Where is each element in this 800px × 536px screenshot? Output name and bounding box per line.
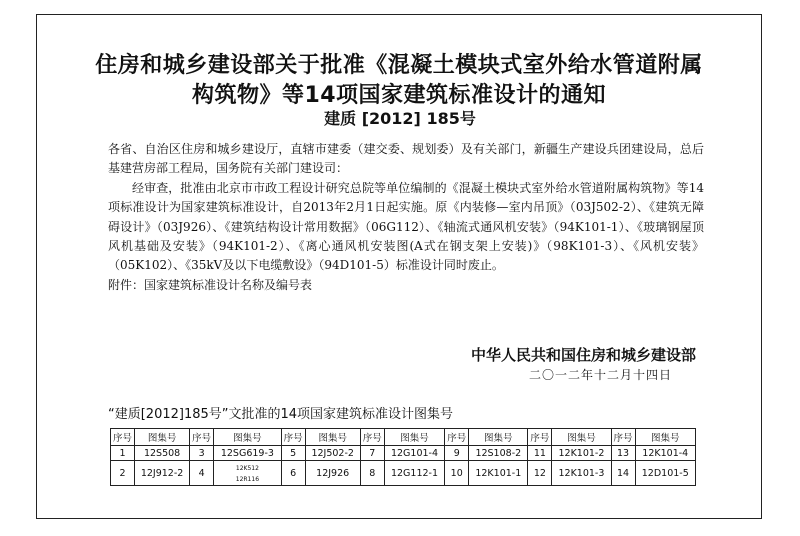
stacked-code-top: 12K512 bbox=[235, 465, 259, 472]
table-cell: 13 bbox=[611, 446, 635, 461]
table-cell: 12K101-4 bbox=[635, 446, 695, 461]
catalog-table-title: “建质[2012]185号”文批准的14项国家建筑标准设计图集号 bbox=[108, 407, 454, 422]
table-cell: 12S508 bbox=[135, 446, 190, 461]
table-cell: 12K101-1 bbox=[469, 461, 528, 486]
notice-title-line-1: 住房和城乡建设部关于批准《混凝土模块式室外给水管道附属 bbox=[95, 53, 703, 78]
notice-title bbox=[37, 51, 761, 111]
table-cell: 4 bbox=[190, 461, 214, 486]
table-cell: 12J502-2 bbox=[305, 446, 360, 461]
header-code: 图集号 bbox=[469, 429, 528, 446]
table-cell: 8 bbox=[360, 461, 384, 486]
approval-paragraph: 经审查，批准由北京市市政工程设计研究总院等单位编制的《混凝土模块式室外给水管道附属构筑物》等14项标准设计为国家建筑标准设计，自2013年2月1日起实施。原《内装修—室内吊顶》（03J502-2）、《建筑无障碍设计》（03J926）、《建筑结构设计常用数据》（06G112）、《轴流式通风机安装》（94K101-1）、《玻璃钢屋顶风机基础及安装》（94K101-2）、《离心通风机安装图(A式在钢支架上安装)》（98K101-3）、《风机安装》（05K102）、《35kV及以下电缆敷设》（94D101-5）标准设计同时废止。 bbox=[108, 180, 704, 273]
notice-title-line-2: 构筑物》等14项国家建筑标准设计的通知 bbox=[191, 83, 607, 108]
table-row bbox=[111, 461, 696, 486]
table-cell: 6 bbox=[281, 461, 305, 486]
table-cell-stacked bbox=[214, 461, 281, 486]
header-index: 序号 bbox=[445, 429, 469, 446]
table-cell: 1 bbox=[111, 446, 135, 461]
issuing-authority: 中华人民共和国住房和城乡建设部 bbox=[470, 346, 696, 364]
header-index: 序号 bbox=[190, 429, 214, 446]
table-cell: 12J926 bbox=[305, 461, 360, 486]
table-cell: 9 bbox=[445, 446, 469, 461]
table-cell: 2 bbox=[111, 461, 135, 486]
addressee-paragraph: 各省、自治区住房和城乡建设厅，直辖市建委（建交委、规划委）及有关部门，新疆生产建设兵团建设局，总后基建营房部工程局，国务院有关部门建设司： bbox=[108, 142, 704, 176]
header-code: 图集号 bbox=[384, 429, 444, 446]
table-cell: 12G112-1 bbox=[384, 461, 444, 486]
table-cell: 3 bbox=[190, 446, 214, 461]
catalog-table bbox=[110, 428, 696, 486]
header-code: 图集号 bbox=[135, 429, 190, 446]
header-code: 图集号 bbox=[552, 429, 611, 446]
header-index: 序号 bbox=[111, 429, 135, 446]
table-cell: 10 bbox=[445, 461, 469, 486]
table-cell: 14 bbox=[611, 461, 635, 486]
table-cell: 11 bbox=[528, 446, 552, 461]
catalog-header-row bbox=[111, 429, 696, 446]
table-cell: 12S108-2 bbox=[469, 446, 528, 461]
notice-body bbox=[108, 140, 704, 295]
header-index: 序号 bbox=[528, 429, 552, 446]
header-index: 序号 bbox=[611, 429, 635, 446]
attachment-line: 附件：国家建筑标准设计名称及编号表 bbox=[108, 277, 313, 292]
header-index: 序号 bbox=[360, 429, 384, 446]
table-cell: 12K101-2 bbox=[552, 446, 611, 461]
table-cell: 12K101-3 bbox=[552, 461, 611, 486]
header-code: 图集号 bbox=[305, 429, 360, 446]
issue-date: 二〇一二年十二月十四日 bbox=[528, 368, 672, 382]
table-row bbox=[111, 446, 696, 461]
table-cell: 12J912-2 bbox=[135, 461, 190, 486]
table-cell: 12SG619-3 bbox=[214, 446, 281, 461]
document-number: 建质 [2012] 185号 bbox=[324, 109, 476, 128]
table-cell: 12D101-5 bbox=[635, 461, 695, 486]
stacked-code-bottom: 12R116 bbox=[235, 476, 260, 483]
header-index: 序号 bbox=[281, 429, 305, 446]
table-cell: 12 bbox=[528, 461, 552, 486]
table-cell: 7 bbox=[360, 446, 384, 461]
header-code: 图集号 bbox=[214, 429, 281, 446]
header-code: 图集号 bbox=[635, 429, 695, 446]
table-cell: 12G101-4 bbox=[384, 446, 444, 461]
table-cell: 5 bbox=[281, 446, 305, 461]
